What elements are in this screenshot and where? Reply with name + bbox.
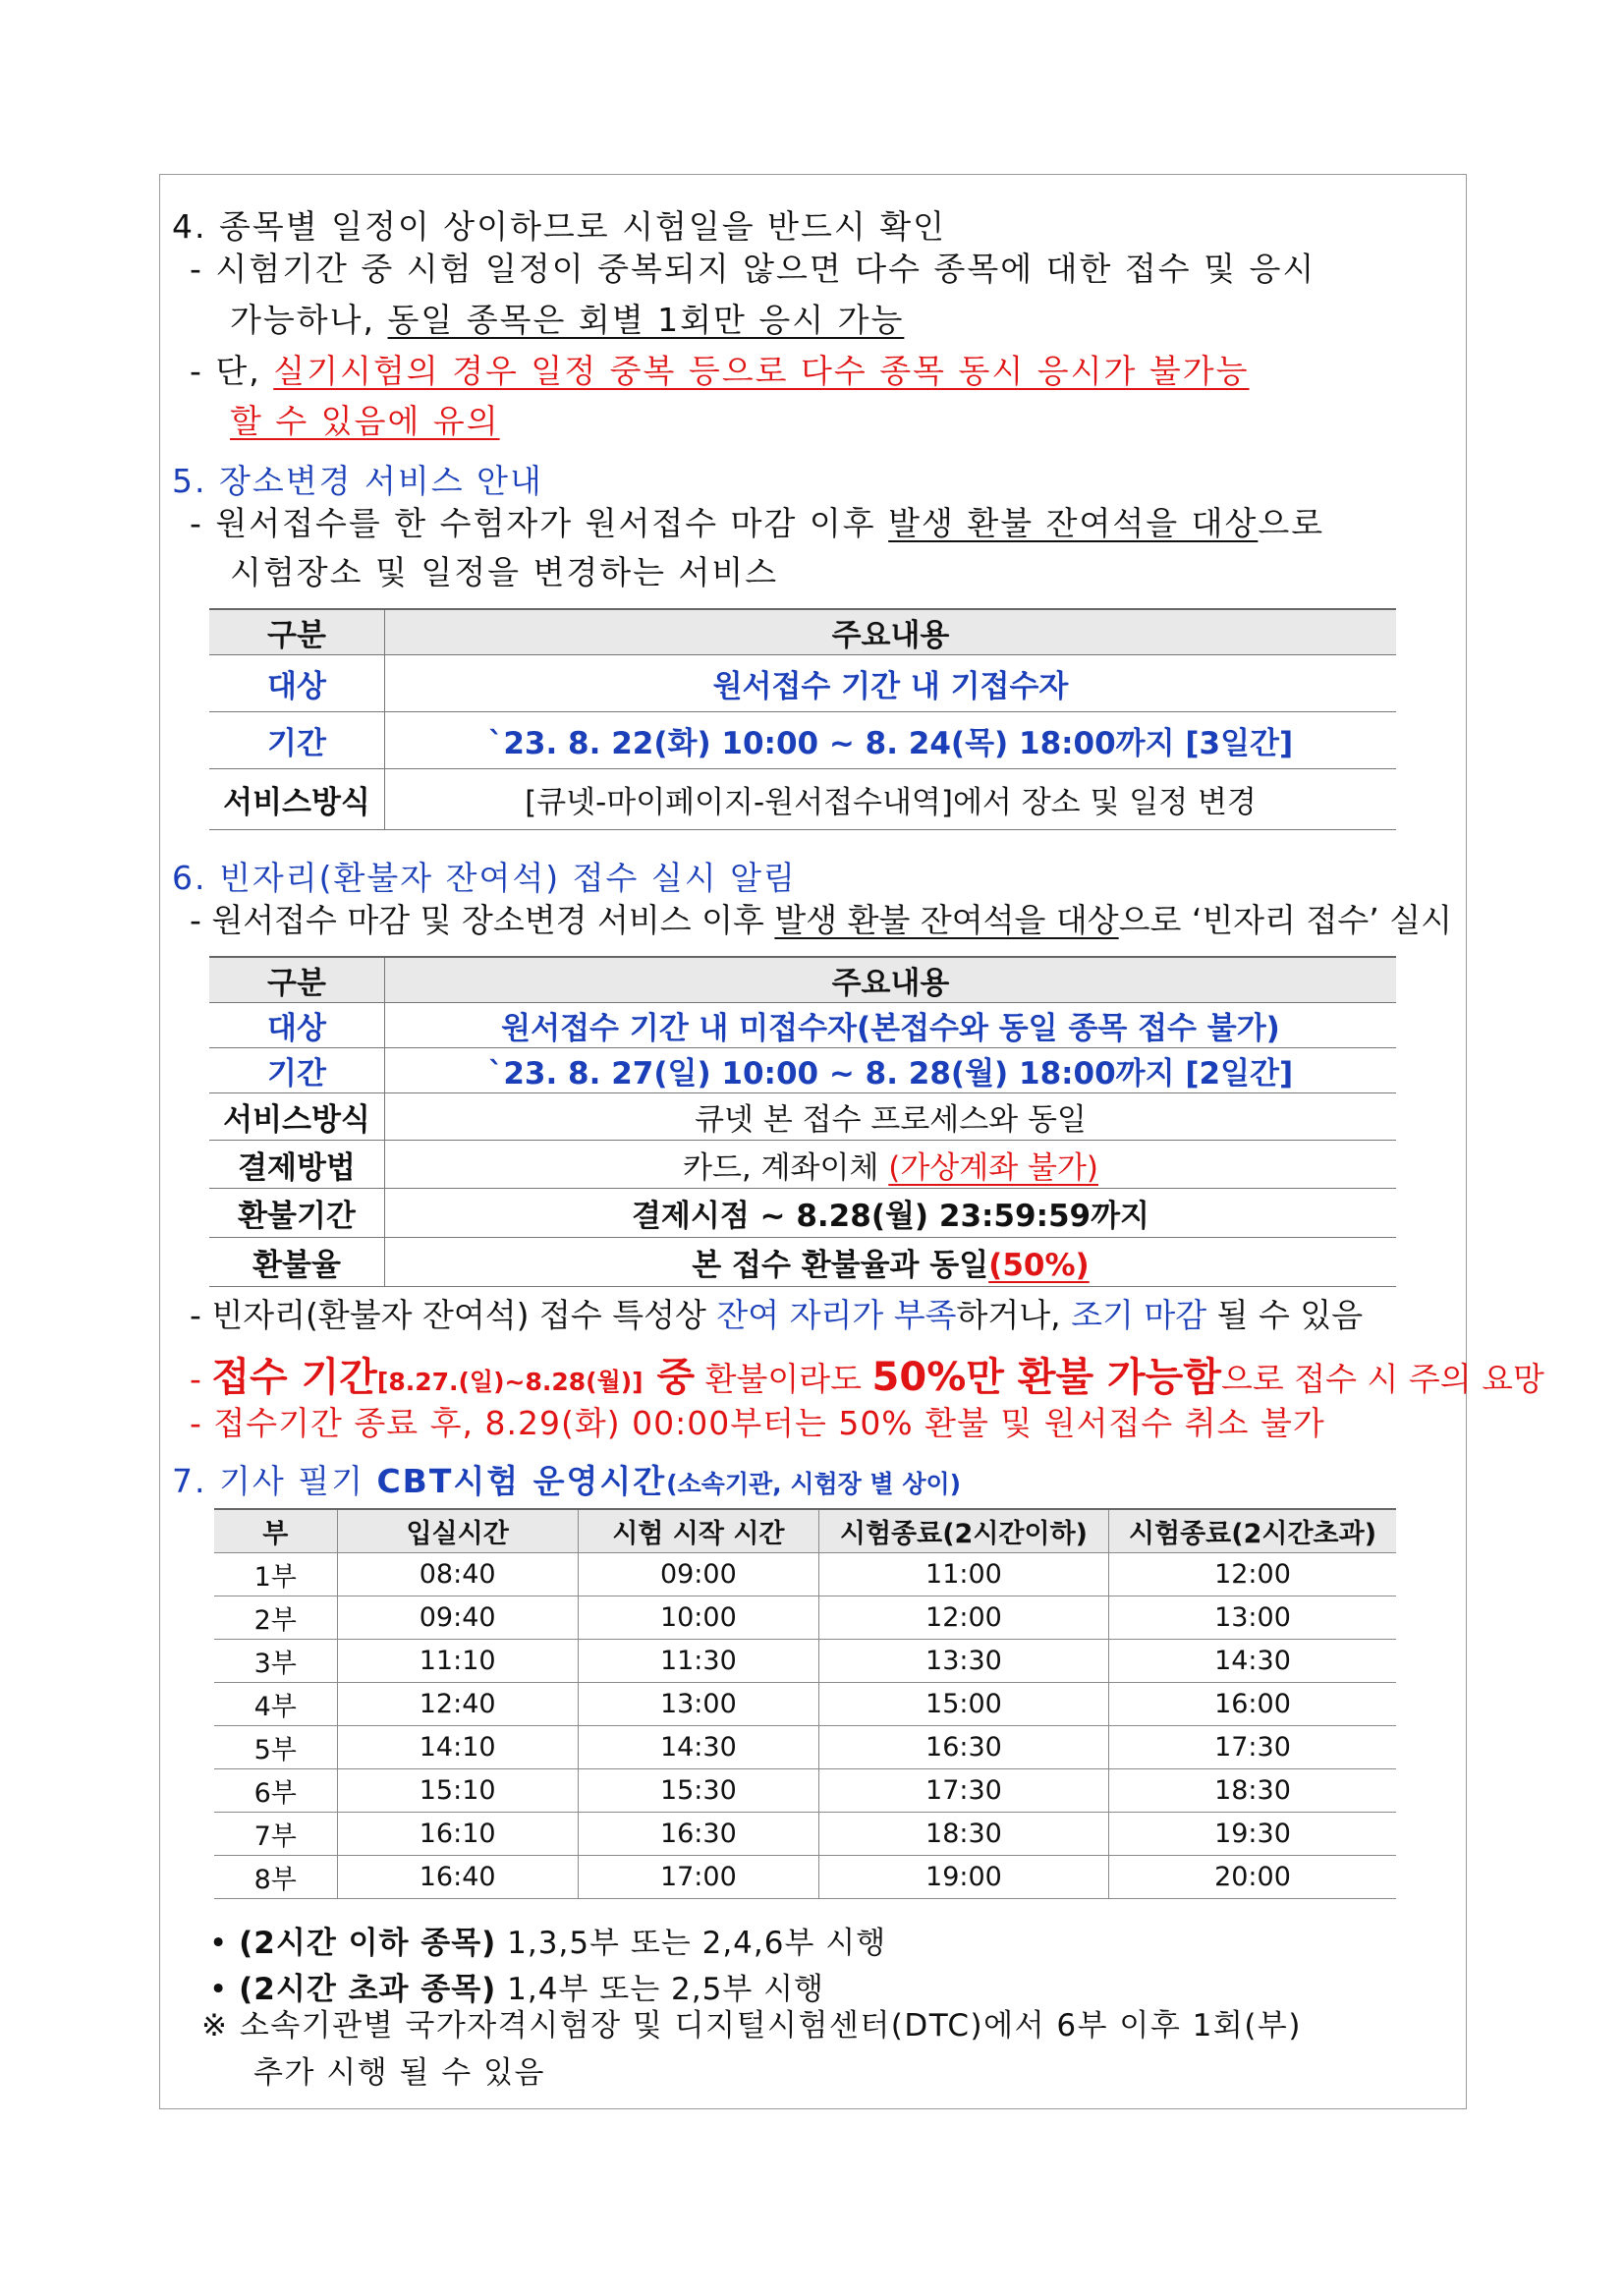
row-key: 환불율: [209, 1238, 385, 1287]
row-value: [385, 1141, 1397, 1189]
text: 환불이라도: [695, 1360, 872, 1398]
table-cell: 8부: [214, 1856, 337, 1899]
row-key: 서비스방식: [209, 769, 385, 830]
table-cell: 16:30: [578, 1813, 818, 1856]
text: 가능하나,: [230, 301, 388, 339]
table-header-row: [209, 609, 1396, 655]
cbt-schedule-table: [214, 1508, 1396, 1899]
section-4-bullet-2: [190, 352, 1250, 390]
bold-text: (2시간 이하 종목): [239, 1926, 497, 1961]
text: 하거나,: [956, 1296, 1072, 1334]
row-value: `23. 8. 27(일) 10:00 ~ 8. 28(월) 18:00까지 [2일간]: [385, 1048, 1397, 1093]
text: - 원서접수를 한 수험자가 원서접수 마감 이후: [190, 504, 889, 542]
section-4-bullet-1: - 시험기간 중 시험 일정이 중복되지 않으면 다수 종목에 대한 접수 및 응시: [190, 250, 1316, 288]
underlined-text: 발생 환불 잔여석을 대상: [774, 901, 1119, 939]
table-cell: 12:00: [818, 1596, 1108, 1640]
table-cell: 10:00: [578, 1596, 818, 1640]
header-key: 구분: [209, 957, 385, 1003]
table-cell: 12:00: [1108, 1553, 1396, 1596]
table-row: [214, 1596, 1396, 1640]
header-key: 구분: [209, 609, 385, 655]
table-row: [209, 1093, 1396, 1141]
table-cell: 12:40: [337, 1683, 578, 1726]
section-4-bullet-2-cont: 할 수 있음에 유의: [230, 402, 500, 440]
column-header: 시험 시작 시간: [578, 1509, 818, 1553]
table-cell: 13:00: [578, 1683, 818, 1726]
section-4-bullet-1-cont: [230, 301, 905, 339]
table-row: [214, 1683, 1396, 1726]
vacancy-note-2: [190, 1346, 1544, 1402]
row-value: `23. 8. 22(화) 10:00 ~ 8. 24(목) 18:00까지 [3일간]: [385, 712, 1397, 769]
table-cell: 3부: [214, 1640, 337, 1683]
column-header: 시험종료(2시간초과): [1108, 1509, 1396, 1553]
table-body: [214, 1553, 1396, 1899]
header-value: 주요내용: [385, 957, 1397, 1003]
bullet-dot: •: [209, 1926, 240, 1961]
table-header-row: [214, 1509, 1396, 1553]
table-row: [214, 1553, 1396, 1596]
table-row: [214, 1769, 1396, 1813]
row-value: 결제시점 ~ 8.28(월) 23:59:59까지: [385, 1189, 1397, 1238]
section-7-title: [172, 1456, 961, 1502]
text: 으로 ‘빈자리 접수’ 실시: [1118, 901, 1452, 939]
underlined-text: 발생 환불 잔여석을 대상: [888, 504, 1259, 542]
bold-text: CBT시험 운영시간: [376, 1462, 667, 1500]
warning-text: 실기시험의 경우 일정 중복 등으로 다수 종목 동시 응시가 불가능: [273, 352, 1250, 390]
table-cell: 14:10: [337, 1726, 578, 1769]
table-cell: 7부: [214, 1813, 337, 1856]
section-6-bullet-1: [190, 901, 1452, 939]
table-cell: 5부: [214, 1726, 337, 1769]
table-row: [214, 1856, 1396, 1899]
row-value: 큐넷 본 접수 프로세스와 동일: [385, 1093, 1397, 1141]
bullet-under-2h: [209, 1918, 886, 1962]
row-value: [큐넷-마이페이지-원서접수내역]에서 장소 및 일정 변경: [385, 769, 1397, 830]
table-cell: 13:00: [1108, 1596, 1396, 1640]
column-header: 시험종료(2시간이하): [818, 1509, 1108, 1553]
section-5-bullet-1: [190, 504, 1325, 542]
table-cell: 09:00: [578, 1553, 818, 1596]
table-row: [209, 1189, 1396, 1238]
vacancy-note-1: [190, 1296, 1364, 1334]
vacancy-table: [209, 956, 1396, 1287]
table-cell: 11:10: [337, 1640, 578, 1683]
table-cell: 16:10: [337, 1813, 578, 1856]
emphasis-text: 중: [643, 1355, 696, 1400]
table-cell: 19:30: [1108, 1813, 1396, 1856]
vacancy-note-3: - 접수기간 종료 후, 8.29(화) 00:00부터는 50% 환불 및 원서접수 취소 불가: [190, 1404, 1325, 1442]
row-key: 환불기간: [209, 1189, 385, 1238]
highlight-text: 조기 마감: [1071, 1296, 1207, 1334]
table-cell: 15:30: [578, 1769, 818, 1813]
table-cell: 18:30: [1108, 1769, 1396, 1813]
location-change-table: [209, 608, 1396, 830]
table-row: [209, 1048, 1396, 1093]
table-cell: 4부: [214, 1683, 337, 1726]
table-row: [209, 655, 1396, 712]
table-row: [214, 1640, 1396, 1683]
date-range-text: [8.27.(일)~8.28(월)]: [376, 1368, 644, 1396]
row-value: [385, 1238, 1397, 1287]
section-5-title: 5. 장소변경 서비스 안내: [172, 462, 543, 500]
text: 1,4부 또는 2,5부 시행: [496, 1972, 825, 2007]
table-cell: 20:00: [1108, 1856, 1396, 1899]
column-header: 부: [214, 1509, 337, 1553]
table-row: [209, 712, 1396, 769]
footnote-cont: 추가 시행 될 수 있음: [253, 2055, 545, 2091]
text: 본 접수 환불율과 동일: [692, 1248, 989, 1283]
table-cell: 08:40: [337, 1553, 578, 1596]
table-cell: 17:30: [818, 1769, 1108, 1813]
text: - 원서접수 마감 및 장소변경 서비스 이후: [190, 901, 775, 939]
text: 될 수 있음: [1206, 1296, 1364, 1334]
table-cell: 11:00: [818, 1553, 1108, 1596]
sub-text: (소속기관, 시험장 별 상이): [666, 1470, 962, 1498]
bold-text: (2시간 초과 종목): [239, 1972, 497, 2007]
bullet-over-2h: [209, 1964, 824, 2008]
table-cell: 17:30: [1108, 1726, 1396, 1769]
text: 으로 접수 시 주의 요망: [1220, 1360, 1544, 1398]
table-cell: 2부: [214, 1596, 337, 1640]
row-key: 기간: [209, 712, 385, 769]
table-cell: 14:30: [1108, 1640, 1396, 1683]
table-cell: 16:00: [1108, 1683, 1396, 1726]
highlight-text: 잔여 자리가 부족: [716, 1296, 957, 1334]
text: 1,3,5부 또는 2,4,6부 시행: [496, 1926, 887, 1961]
table-row: [209, 1141, 1396, 1189]
text: - 빈자리(환불자 잔여석) 접수 특성상: [190, 1296, 717, 1334]
warning-text: (50%): [988, 1248, 1090, 1283]
row-key: 서비스방식: [209, 1093, 385, 1141]
table-cell: 15:00: [818, 1683, 1108, 1726]
column-header: 입실시간: [337, 1509, 578, 1553]
table-cell: 16:30: [818, 1726, 1108, 1769]
section-6-title: 6. 빈자리(환불자 잔여석) 접수 실시 알림: [172, 859, 797, 897]
row-key: 기간: [209, 1048, 385, 1093]
section-5-bullet-1-cont: 시험장소 및 일정을 변경하는 서비스: [230, 553, 779, 591]
emphasis-text: 50%만 환불 가능함: [871, 1355, 1221, 1400]
section-4-title: 4. 종목별 일정이 상이하므로 시험일을 반드시 확인: [172, 207, 946, 246]
table-header-row: [209, 957, 1396, 1003]
footnote: ※ 소속기관별 국가자격시험장 및 디지털시험센터(DTC)에서 6부 이후 1회(부): [201, 2008, 1302, 2044]
table-row: [209, 1003, 1396, 1048]
table-row: [214, 1726, 1396, 1769]
table-cell: 18:30: [818, 1813, 1108, 1856]
text: -: [190, 1360, 212, 1398]
underlined-text: 동일 종목은 회별 1회만 응시 가능: [387, 301, 905, 339]
table-cell: 1부: [214, 1553, 337, 1596]
warning-text: (가상계좌 불가): [888, 1149, 1098, 1186]
row-key: 대상: [209, 655, 385, 712]
table-cell: 15:10: [337, 1769, 578, 1813]
emphasis-text: 접수 기간: [211, 1355, 377, 1400]
row-key: 대상: [209, 1003, 385, 1048]
text: - 단,: [190, 352, 274, 390]
row-value: 원서접수 기간 내 미접수자(본접수와 동일 종목 접수 불가): [385, 1003, 1397, 1048]
header-value: 주요내용: [385, 609, 1397, 655]
row-key: 결제방법: [209, 1141, 385, 1189]
table-cell: 17:00: [578, 1856, 818, 1899]
table-row: [209, 1238, 1396, 1287]
table-row: [209, 769, 1396, 830]
row-value: 원서접수 기간 내 기접수자: [385, 655, 1397, 712]
table-cell: 16:40: [337, 1856, 578, 1899]
table-cell: 14:30: [578, 1726, 818, 1769]
table-cell: 13:30: [818, 1640, 1108, 1683]
table-cell: 6부: [214, 1769, 337, 1813]
text: 7. 기사 필기: [172, 1462, 377, 1500]
table-cell: 19:00: [818, 1856, 1108, 1899]
table-row: [214, 1813, 1396, 1856]
text: 카드, 계좌이체: [683, 1149, 889, 1186]
table-cell: 11:30: [578, 1640, 818, 1683]
text: 으로: [1258, 504, 1325, 542]
table-cell: 09:40: [337, 1596, 578, 1640]
bullet-dot: •: [209, 1972, 240, 2007]
